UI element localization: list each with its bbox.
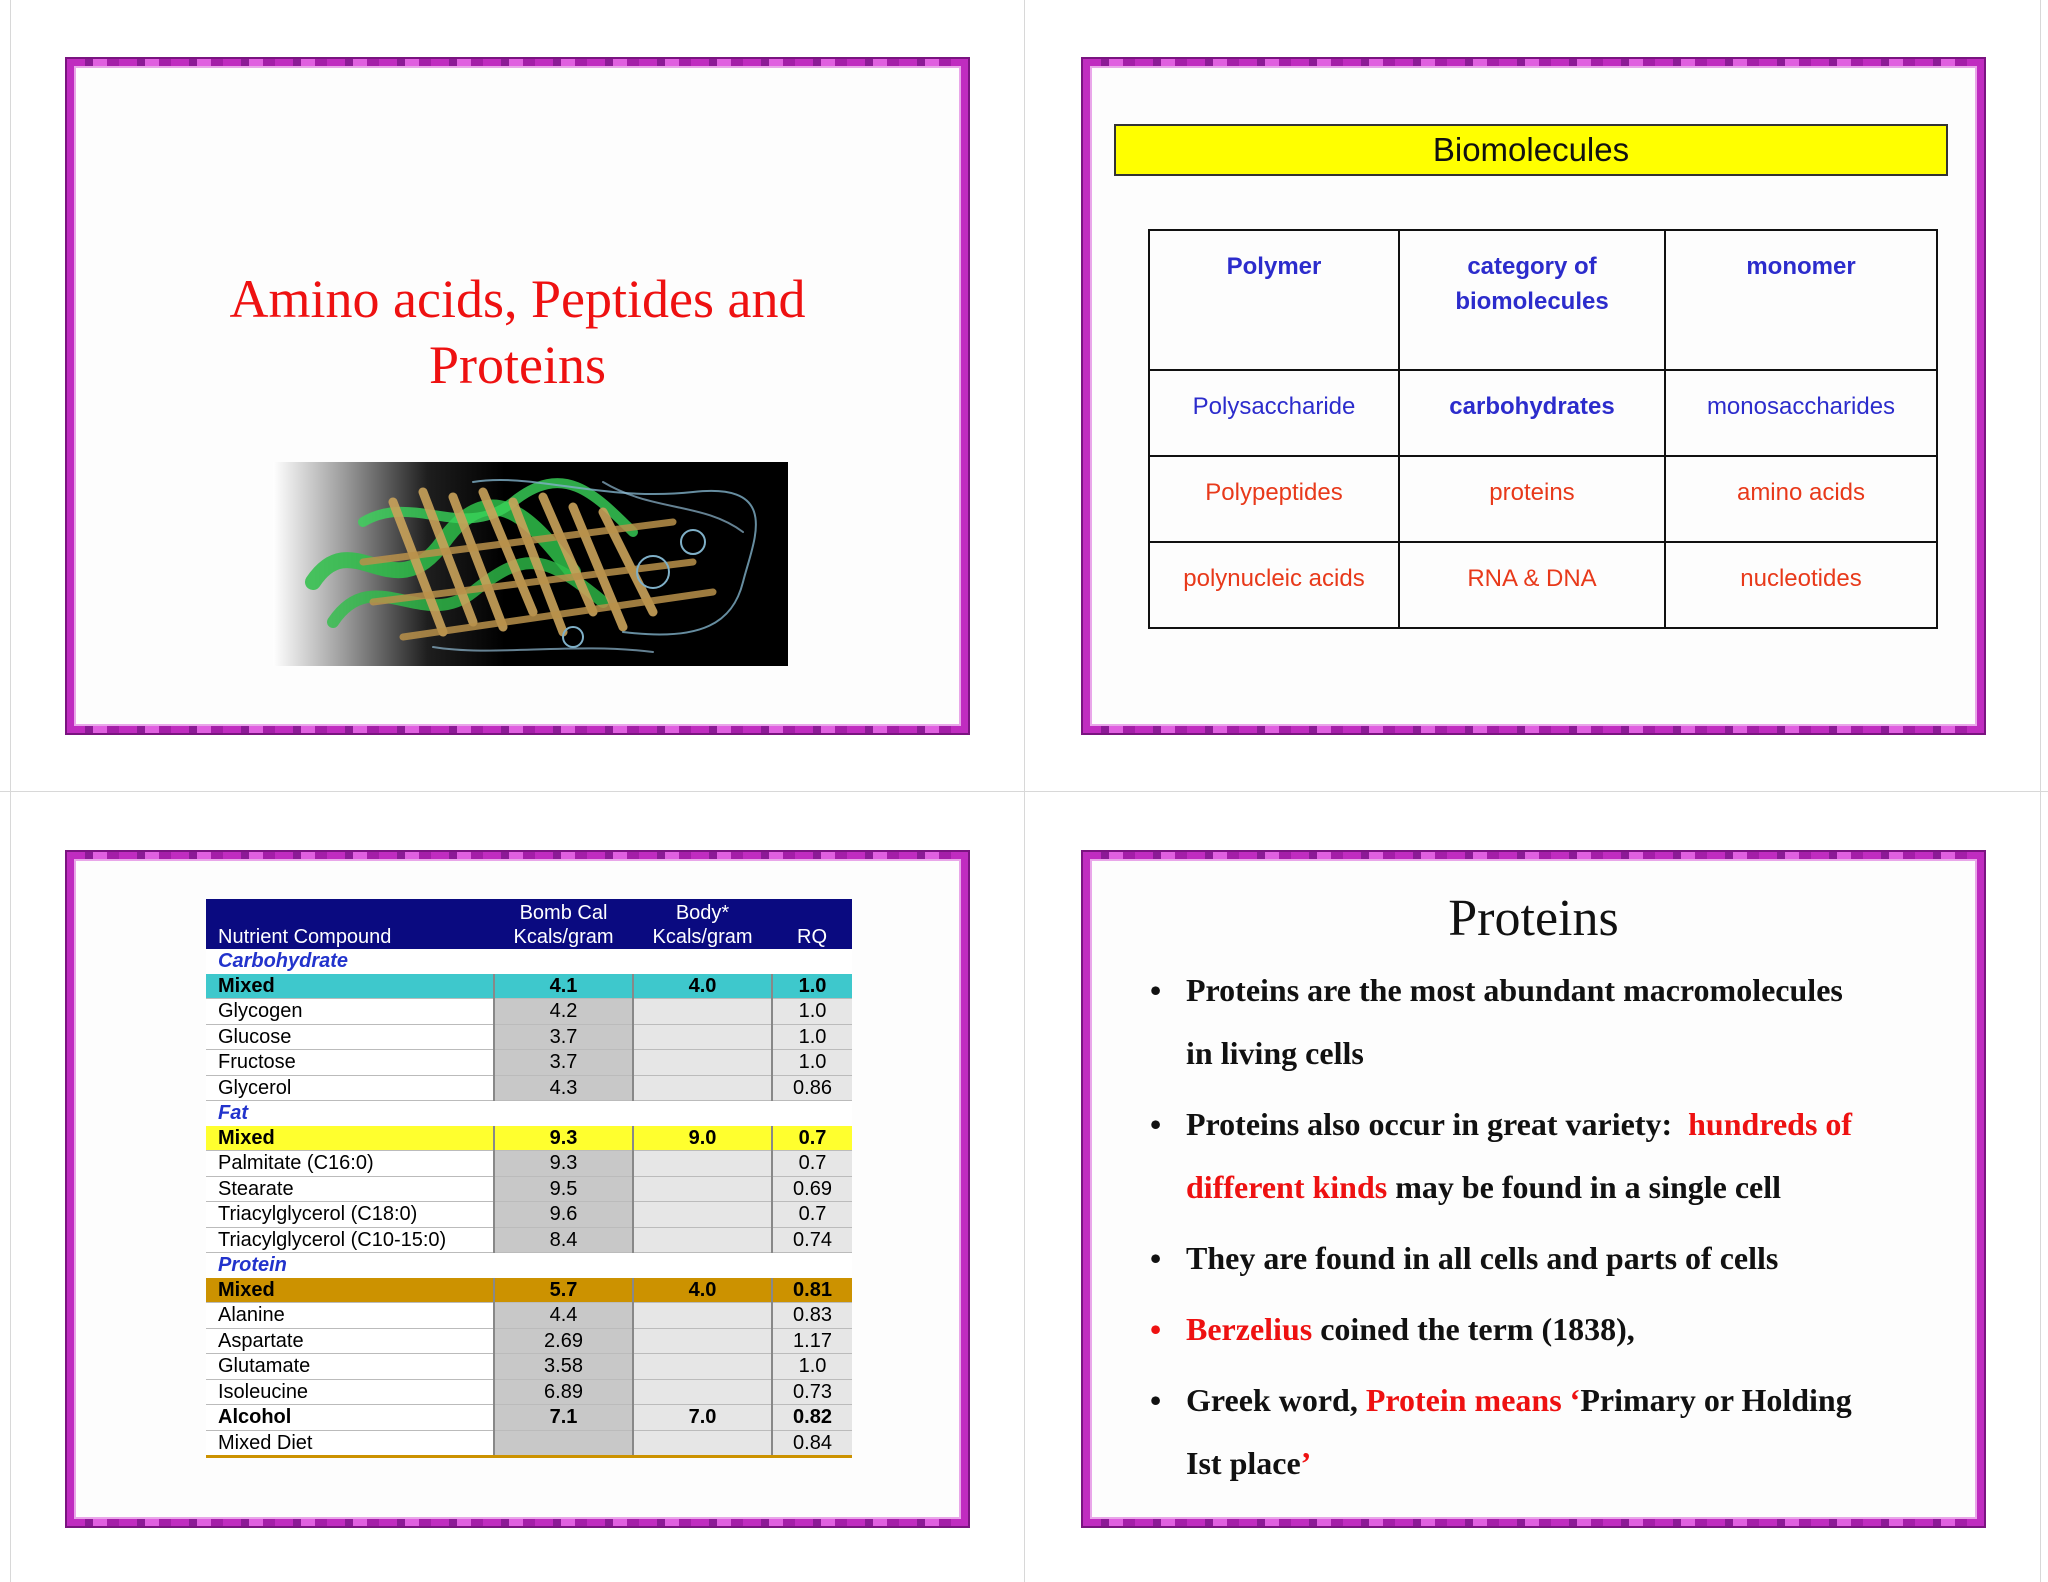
cell-bomb: 7.1	[494, 1405, 633, 1431]
cell-compound: Stearate	[206, 1176, 494, 1202]
table-row	[206, 1227, 852, 1253]
cell-body: 7.0	[633, 1405, 772, 1431]
bullet-quote: ‘	[1561, 1382, 1581, 1418]
bullet-dot: •	[1150, 1311, 1162, 1347]
cell-bomb: 9.5	[494, 1176, 633, 1202]
bullet-highlight: different kinds	[1186, 1169, 1388, 1205]
slide-title	[67, 59, 968, 733]
proteins-bullet-list	[1150, 959, 1950, 1503]
header-category: category of biomolecules	[1399, 230, 1665, 370]
cell-rq: 0.7	[772, 1126, 852, 1151]
cell-compound: Mixed Diet	[206, 1430, 494, 1457]
cell-body	[633, 1227, 772, 1253]
list-item	[1150, 1093, 1950, 1219]
cell-body	[633, 1303, 772, 1329]
nutrient-table	[206, 899, 852, 1458]
table-row	[206, 1430, 852, 1457]
cell-body	[633, 1050, 772, 1076]
cell-bomb: 4.3	[494, 1075, 633, 1101]
cell-polymer: Polypeptides	[1149, 456, 1399, 542]
bomb-cal-line1: Bomb Cal	[519, 902, 608, 924]
table-row	[206, 1405, 852, 1431]
bullet-dot: •	[1150, 1240, 1162, 1276]
biomolecules-header: Biomolecules	[1114, 124, 1948, 176]
cell-compound: Alanine	[206, 1303, 494, 1329]
cell-compound: Aspartate	[206, 1328, 494, 1354]
cell-compound: Mixed	[206, 974, 494, 999]
table-row	[206, 1176, 852, 1202]
cell-bomb: 2.69	[494, 1328, 633, 1354]
cell-monomer: monosaccharides	[1665, 370, 1937, 456]
cell-bomb: 3.7	[494, 1024, 633, 1050]
bullet-text: They are found in all cells and parts of cells	[1186, 1240, 1779, 1276]
grid-line-left	[10, 0, 11, 1582]
cell-compound: Triacylglycerol (C10-15:0)	[206, 1227, 494, 1253]
cell-rq: 0.84	[772, 1430, 852, 1457]
cell-rq: 1.17	[772, 1328, 852, 1354]
bullet-text: in living cells	[1186, 1035, 1364, 1071]
cell-bomb	[494, 1430, 633, 1457]
cell-rq: 1.0	[772, 974, 852, 999]
cell-bomb: 9.3	[494, 1151, 633, 1177]
category-label: Protein	[206, 1253, 852, 1278]
cell-body	[633, 1202, 772, 1228]
list-item	[1150, 1298, 1950, 1361]
cell-bomb: 3.58	[494, 1354, 633, 1380]
table-row	[1149, 370, 1937, 456]
bullet-highlight: hundreds of	[1688, 1106, 1853, 1142]
bullet-highlight: Berzelius	[1186, 1311, 1313, 1347]
cell-body	[633, 1354, 772, 1380]
bullet-dot: •	[1150, 1382, 1162, 1418]
cell-body	[633, 1379, 772, 1405]
table-row	[206, 1278, 852, 1303]
cell-compound: Glutamate	[206, 1354, 494, 1380]
category-fat	[206, 1101, 852, 1126]
cell-rq: 1.0	[772, 1354, 852, 1380]
cell-compound: Mixed	[206, 1278, 494, 1303]
table-row	[206, 1151, 852, 1177]
slide-proteins	[1083, 852, 1984, 1526]
table-row	[206, 1328, 852, 1354]
bullet-dot: •	[1150, 972, 1162, 1008]
category-label: Fat	[206, 1101, 852, 1126]
bullet-quote: ’	[1300, 1445, 1312, 1481]
table-row	[206, 999, 852, 1025]
cell-rq: 0.73	[772, 1379, 852, 1405]
cell-rq: 0.81	[772, 1278, 852, 1303]
cell-bomb: 4.1	[494, 974, 633, 999]
table-row	[206, 1024, 852, 1050]
cell-rq: 0.86	[772, 1075, 852, 1101]
cell-compound: Triacylglycerol (C18:0)	[206, 1202, 494, 1228]
bullet-text: coined the term (1838),	[1312, 1311, 1635, 1347]
list-item	[1150, 1227, 1950, 1290]
bullet-text: Ist place	[1186, 1445, 1301, 1481]
cell-compound: Fructose	[206, 1050, 494, 1076]
grid-line-horizontal	[0, 791, 2048, 792]
bullet-text: Proteins are the most abundant macromolecules	[1186, 972, 1843, 1008]
cell-body	[633, 1328, 772, 1354]
cell-rq: 0.83	[772, 1303, 852, 1329]
bomb-cal-line2: Kcals/gram	[513, 926, 614, 948]
bullet-text: Primary or Holding	[1580, 1382, 1852, 1418]
table-header-row	[1149, 230, 1937, 370]
header-body	[633, 899, 772, 949]
cell-body	[633, 1075, 772, 1101]
cell-rq: 1.0	[772, 999, 852, 1025]
cell-category: proteins	[1399, 456, 1665, 542]
title-line-2: Proteins	[428, 335, 606, 395]
cell-category: RNA & DNA	[1399, 542, 1665, 628]
table-row	[206, 974, 852, 999]
biomolecules-table	[1148, 229, 1938, 629]
category-protein	[206, 1253, 852, 1278]
table-row	[1149, 542, 1937, 628]
bullet-highlight: Protein means	[1365, 1382, 1562, 1418]
body-line1: Body*	[675, 902, 730, 924]
table-row	[206, 1354, 852, 1380]
header-nutrient-compound: Nutrient Compound	[206, 899, 494, 949]
cell-body	[633, 999, 772, 1025]
nutrient-header-row	[206, 899, 852, 949]
cell-rq: 1.0	[772, 1024, 852, 1050]
proteins-title: Proteins	[1448, 890, 1619, 947]
category-label: Carbohydrate	[206, 949, 852, 974]
cell-compound: Glycogen	[206, 999, 494, 1025]
bullet-text: Greek word,	[1186, 1382, 1366, 1418]
slide-biomolecules	[1083, 59, 1984, 733]
cell-bomb: 6.89	[494, 1379, 633, 1405]
cell-body: 4.0	[633, 1278, 772, 1303]
cell-bomb: 8.4	[494, 1227, 633, 1253]
list-item	[1150, 1369, 1950, 1495]
cell-body	[633, 1151, 772, 1177]
cell-body: 9.0	[633, 1126, 772, 1151]
title-line-1: Amino acids, Peptides and	[229, 269, 806, 329]
table-row	[206, 1075, 852, 1101]
cell-compound: Alcohol	[206, 1405, 494, 1431]
bullet-dot: •	[1150, 1106, 1162, 1142]
cell-compound: Mixed	[206, 1126, 494, 1151]
cell-bomb: 3.7	[494, 1050, 633, 1076]
table-row	[206, 1050, 852, 1076]
cell-body	[633, 1176, 772, 1202]
cell-rq: 0.82	[772, 1405, 852, 1431]
protein-ribbon-graphic	[273, 462, 788, 666]
cell-monomer: amino acids	[1665, 456, 1937, 542]
cell-polymer: Polysaccharide	[1149, 370, 1399, 456]
cell-body: 4.0	[633, 974, 772, 999]
cell-compound: Glucose	[206, 1024, 494, 1050]
cell-rq: 0.69	[772, 1176, 852, 1202]
table-row	[1149, 456, 1937, 542]
bullet-text: Proteins also occur in great variety:	[1186, 1106, 1689, 1142]
cell-rq: 0.7	[772, 1202, 852, 1228]
cell-compound: Isoleucine	[206, 1379, 494, 1405]
cell-rq: 0.7	[772, 1151, 852, 1177]
grid-line-right	[2040, 0, 2041, 1582]
protein-structure-image	[273, 462, 788, 666]
cell-monomer: nucleotides	[1665, 542, 1937, 628]
header-polymer: Polymer	[1149, 230, 1399, 370]
cell-bomb: 9.6	[494, 1202, 633, 1228]
header-bomb-cal	[494, 899, 633, 949]
bullet-text: may be found in a single cell	[1387, 1169, 1782, 1205]
cell-bomb: 5.7	[494, 1278, 633, 1303]
category-carbohydrate	[206, 949, 852, 974]
cell-bomb: 4.4	[494, 1303, 633, 1329]
table-row	[206, 1303, 852, 1329]
list-item	[1150, 959, 1950, 1085]
cell-rq: 0.74	[772, 1227, 852, 1253]
cell-bomb: 4.2	[494, 999, 633, 1025]
cell-compound: Palmitate (C16:0)	[206, 1151, 494, 1177]
cell-body	[633, 1430, 772, 1457]
slide-title-heading	[74, 266, 961, 398]
table-row	[206, 1379, 852, 1405]
cell-polymer: polynucleic acids	[1149, 542, 1399, 628]
cell-body	[633, 1024, 772, 1050]
table-row	[206, 1202, 852, 1228]
slide-nutrient-table	[67, 852, 968, 1526]
table-row	[206, 1126, 852, 1151]
cell-category: carbohydrates	[1399, 370, 1665, 456]
body-line2: Kcals/gram	[652, 926, 753, 948]
header-monomer: monomer	[1665, 230, 1937, 370]
cell-bomb: 9.3	[494, 1126, 633, 1151]
cell-compound: Glycerol	[206, 1075, 494, 1101]
header-rq: RQ	[772, 899, 852, 949]
cell-rq: 1.0	[772, 1050, 852, 1076]
